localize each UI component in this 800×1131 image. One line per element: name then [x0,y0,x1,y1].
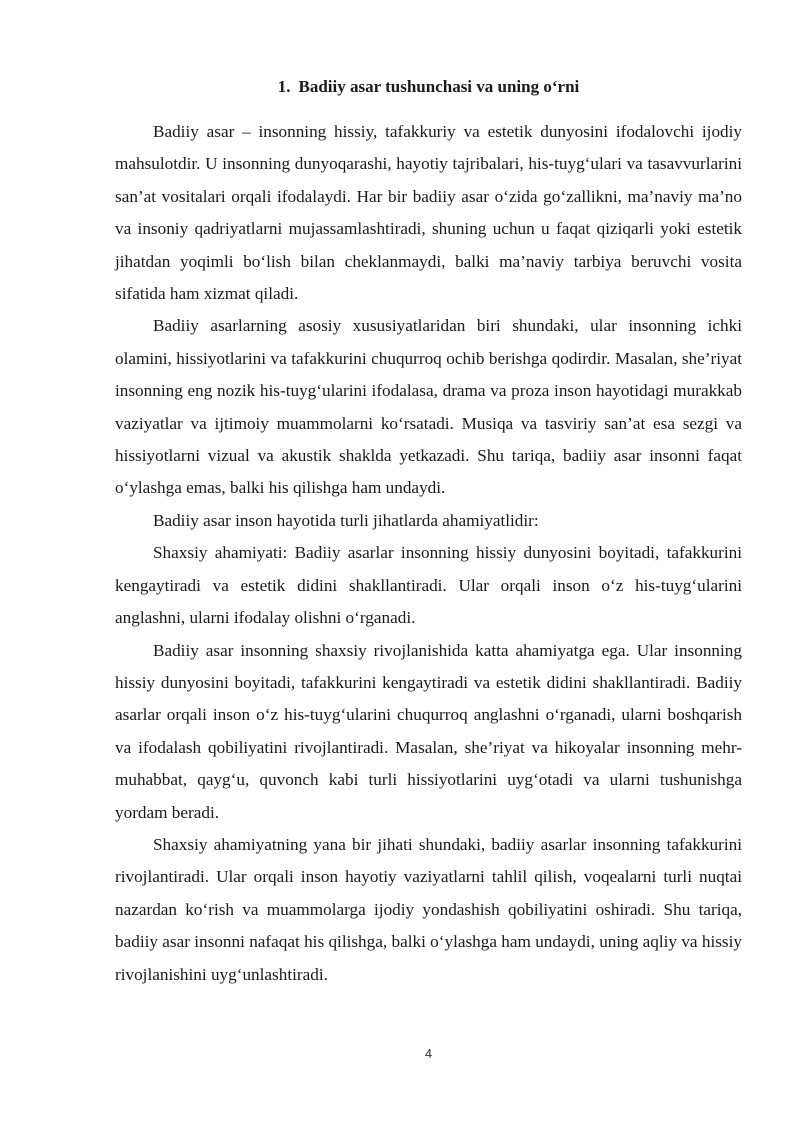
paragraph-4: Shaxsiy ahamiyati: Badiiy asarlar insonning hissiy dunyosini boyitadi, tafakkurini kengaytiradi va estetik didini shakllantiradi. Ular orqali inson o‘z his-tuyg‘ularini anglashni, ularni ifodalay olishni o‘rganadi. [115,543,742,628]
paragraph-1: Badiiy asar – insonning hissiy, tafakkuriy va estetik dunyosini ifodalovchi ijodiy mahsulotdir. U insonning dunyoqarashi, hayotiy tajribalari, his-tuyg‘ulari va tasavvurlarini san’at vositalari orqali ifodalaydi. Har bir badiiy asar o‘zida go‘zallikni, ma’naviy ma’no va insoniy qadriyatlarni mujassamlashtiradi, shuning uchun u faqat qiziqarli yoki estetik jihatdan yoqimli bo‘lish bilan cheklanmaydi, balki ma’naviy tarbiya beruvchi vosita sifatida ham xizmat qiladi. [115,122,742,304]
section-title: Badiiy asar tushunchasi va uning o‘rni [298,77,580,96]
body-text [115,116,742,991]
paragraph-6: Shaxsiy ahamiyatning yana bir jihati shundaki, badiiy asarlar insonning tafakkurini rivojlantiradi. Ular orqali inson hayotiy vaziyatlarni tahlil qilish, voqealarni turli nuqtai nazardan ko‘rish va muammolarga ijodiy yondashish qobiliyatini oshiradi. Shu tariqa, badiiy asar insonni nafaqat his qilishga, balki o‘ylashga ham undaydi, uning aqliy va hissiy rivojlanishini uyg‘unlashtiradi. [115,834,742,984]
paragraph-3: Badiiy asar inson hayotida turli jihatlarda ahamiyatlidir: [153,510,539,530]
section-heading [115,76,742,98]
section-number: 1. [277,77,291,96]
page-number: 4 [424,1046,433,1061]
paragraph-2: Badiiy asarlarning asosiy xususiyatlaridan biri shundaki, ular insonning ichki olamini, hissiyotlarini va tafakkurini chuqurroq ochib berishga qodirdir. Masalan, she’riyat insonning eng nozik his-tuyg‘ularini ifodalasa, drama va proza inson hayotidagi murakkab vaziyatlar va ijtimoiy muammolarni ko‘rsatadi. Musiqa va tasviriy san’at esa sezgi va hissiyotlarni vizual va akustik shaklda yetkazadi. Shu tariqa, badiiy asar insonni faqat o‘ylashga emas, balki his qilishga ham undaydi. [115,316,742,498]
paragraph-5: Badiiy asar insonning shaxsiy rivojlanishida katta ahamiyatga ega. Ular insonning hissiy dunyosini boyitadi, tafakkurini kengaytiradi va estetik didini shakllantiradi. Badiiy asarlar orqali inson o‘z his-tuyg‘ularini chuqurroq anglashni o‘rganadi, ularni boshqarish va ifodalash qobiliyatini rivojlantiradi. Masalan, she’riyat va hikoyalar insonning mehr-muhabbat, qayg‘u, quvonch kabi turli hissiyotlarini uyg‘otadi va ularni tushunishga yordam beradi. [115,640,742,822]
